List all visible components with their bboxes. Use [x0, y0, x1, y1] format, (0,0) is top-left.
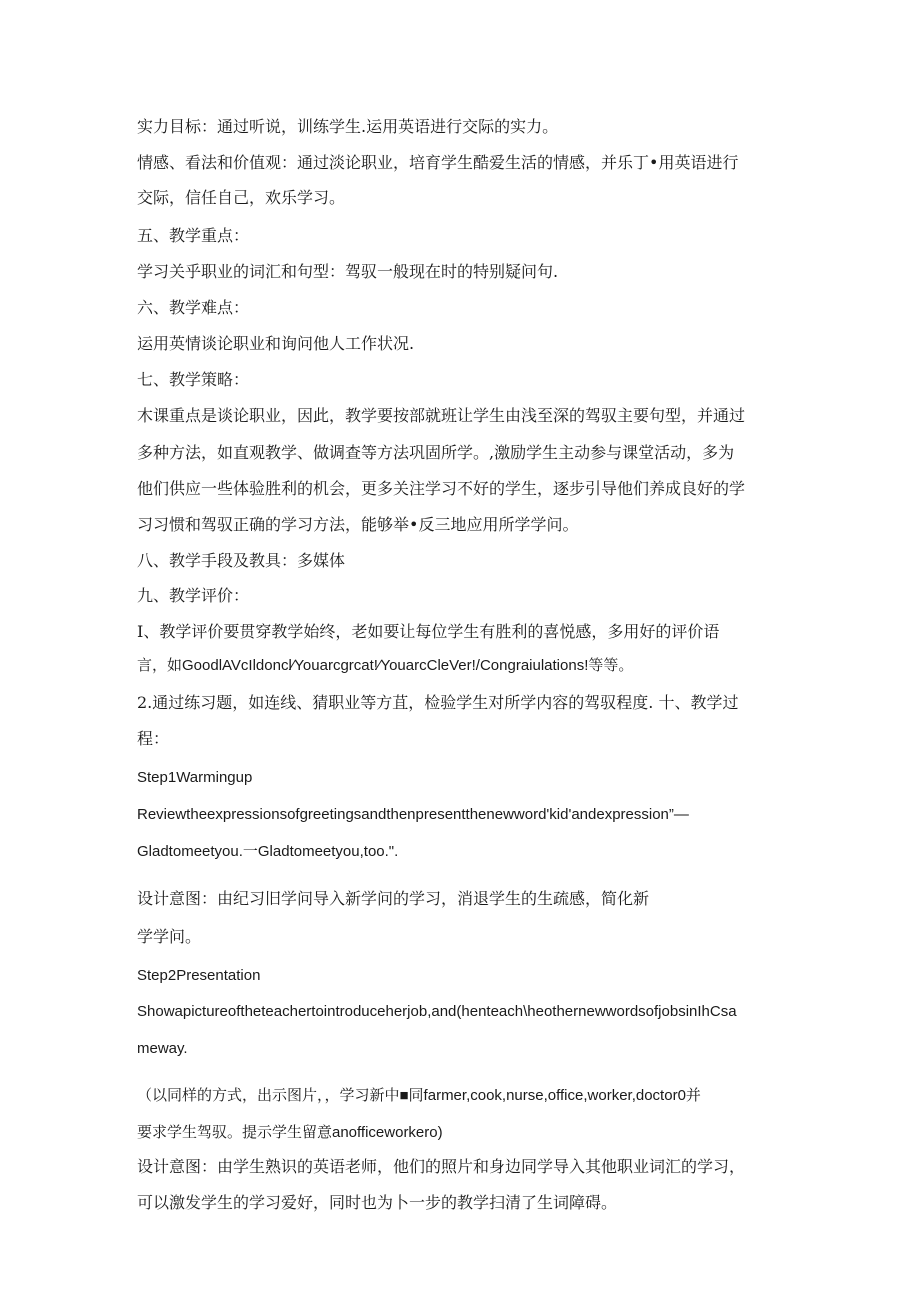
text-line: 情感、看法和价值观：通过淡论职业，培育学生酷爱生活的情感，并乐丁•用英语进行	[137, 153, 739, 172]
text-line: 学学问。	[137, 927, 202, 946]
text-line: 可以激发学生的学习爱好，同时也为卜一步的教学扫清了生词障碍。	[137, 1193, 618, 1212]
text-line: Gladtomeetyou.一Gladtomeetyou,too.".	[137, 843, 399, 860]
text-line: 2.通过练习题，如连线、猜职业等方苴，检验学生对所学内容的驾驭程度. 十、教学过	[137, 693, 739, 712]
text-line: meway.	[137, 1040, 188, 1057]
section-heading: 九、教学评价：	[137, 586, 250, 605]
text-line: Reviewtheexpressionsofgreetingsandthenpresentthenewword'kid'andexpression”—	[137, 806, 689, 823]
text-line: 言，如GoodlAVcIldoncl∕Youarcgrcat!∕YouarcCleVer!/Congraiulations!等等。	[137, 657, 634, 674]
text-line: 要求学生驾驭。提示学生留意anofficeworkero)	[137, 1124, 443, 1141]
text-line: 习习惯和驾驭正确的学习方法，能够举•反三地应用所学学问。	[137, 515, 579, 534]
step-heading: Step1Warmingup	[137, 769, 253, 786]
section-heading: 六、教学难点：	[137, 298, 250, 317]
text-line: I、教学评价要贯穿教学始终，老如要让每位学生有胜利的喜悦感，多用好的评价语	[137, 622, 720, 641]
text-line: 设计意图：由纪习旧学问导入新学问的学习，消退学生的生疏感，简化新	[137, 889, 650, 908]
text-line: 多种方法，如直观教学、做调查等方法巩固所学。,激励学生主动参与课堂活动，多为	[137, 443, 735, 462]
text-line: 运用英情谈论职业和询问他人工作状况.	[137, 334, 415, 353]
text-line: 实力目标：通过听说，训练学生.运用英语进行交际的实力。	[137, 117, 559, 136]
text-line: 他们供应一些体验胜利的机会，更多关注学习不好的学生，逐步引导他们养成良好的学	[137, 479, 746, 498]
step-heading: Step2Presentation	[137, 967, 261, 984]
section-heading: 七、教学策略：	[137, 370, 250, 389]
text-line: 学习关乎职业的词汇和句型：驾驭一般现在时的特别疑问句.	[137, 262, 559, 281]
text-line: 设计意图：由学生熟识的英语老师，他们的照片和身边同学导入其他职业词汇的学习，	[137, 1157, 746, 1176]
text-line: （以同样的方式，出示图片，，学习新中■同farmer,cook,nurse,office,worker,doctor0并	[137, 1087, 701, 1104]
text-line: 程：	[137, 729, 170, 748]
section-heading: 五、教学重点：	[137, 226, 250, 245]
text-line: 木课重点是谈论职业，因此，教学要按部就班让学生由浅至深的驾驭主要句型，并通过	[137, 406, 746, 425]
text-line: Showapictureoftheteachertointroduceherjob,and(henteach\heothernewwordsofjobsinIhCsa	[137, 1003, 737, 1020]
section-heading: 八、教学手段及教具：多媒体	[137, 551, 346, 570]
text-line: 交际，信任自己，欢乐学习。	[137, 188, 346, 207]
